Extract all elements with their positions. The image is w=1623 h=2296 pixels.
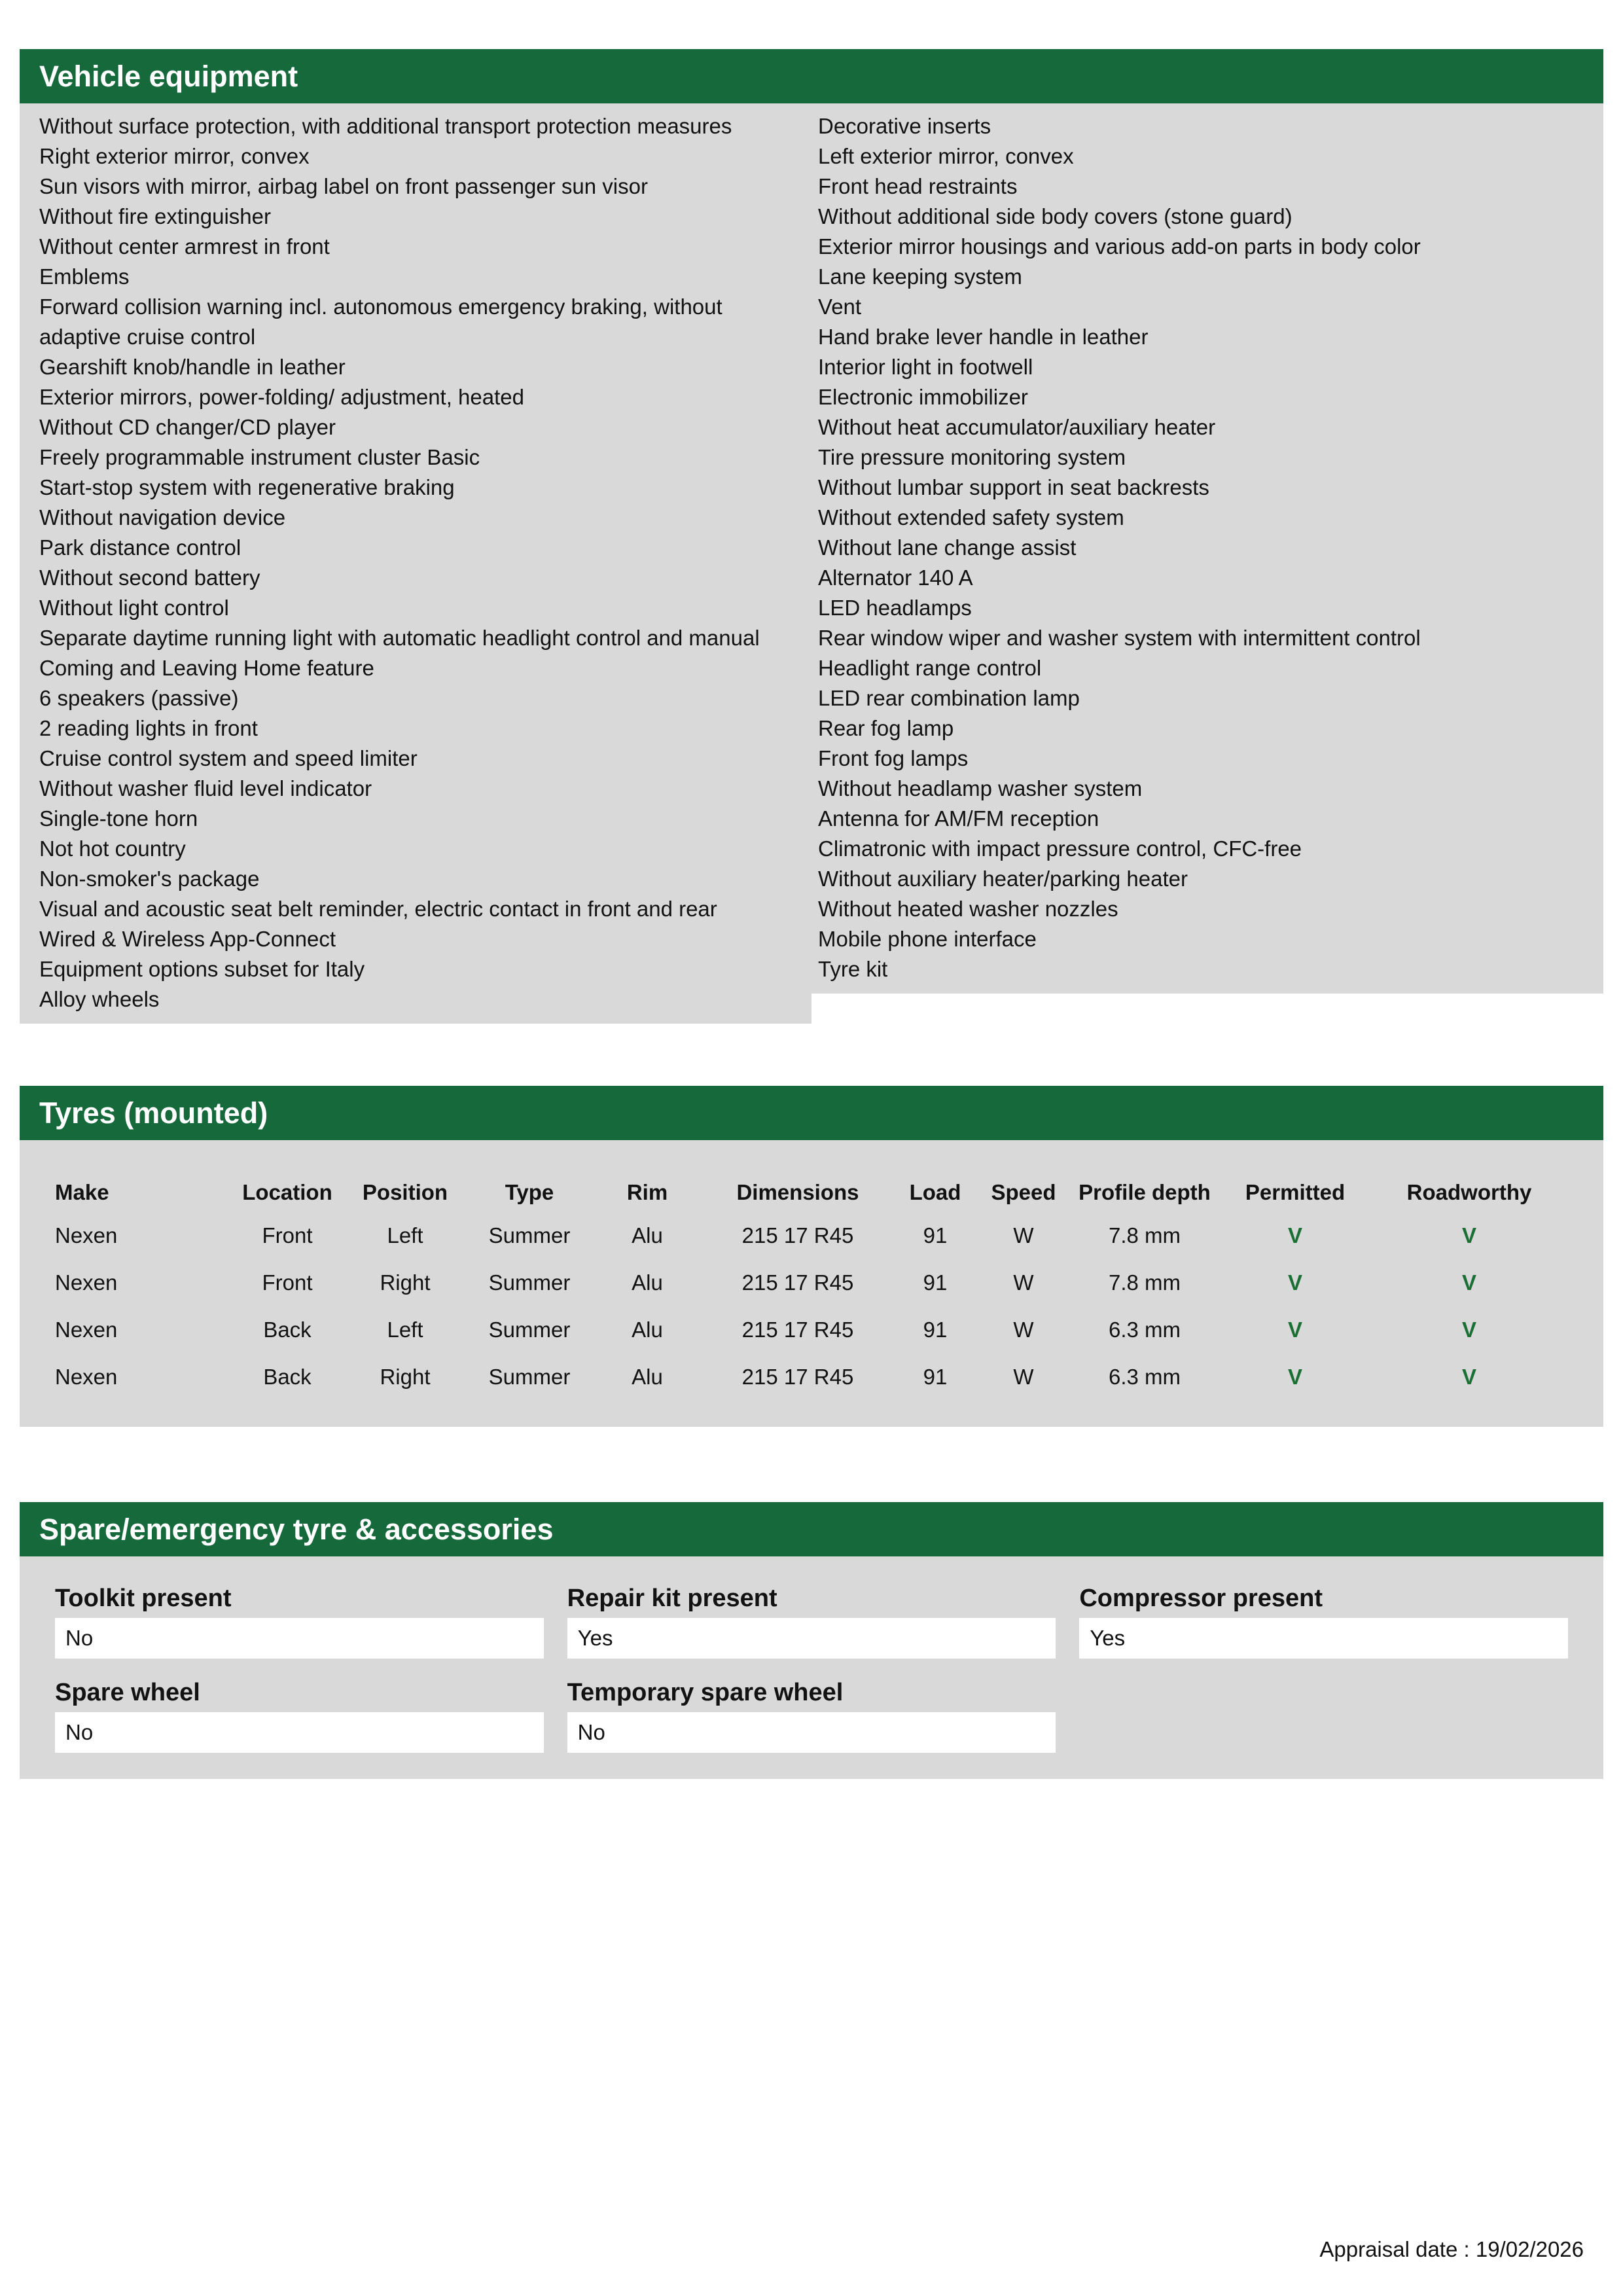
tyre-cell-load: 91 [923,1223,948,1247]
spare-wheel-label: Spare wheel [55,1679,200,1706]
tyres-table-body [55,1212,1568,1401]
equipment-item: Exterior mirrors, power-folding/ adjustment, heated [39,385,524,409]
tyre-row [55,1306,1568,1354]
tyre-cell-rim: Alu [632,1318,663,1342]
temporary-spare-wheel-label: Temporary spare wheel [567,1679,844,1706]
tyre-cell-profile-depth: 6.3 mm [1108,1318,1181,1342]
equipment-item: Without heat accumulator/auxiliary heater [818,415,1216,439]
equipment-item: Alternator 140 A [818,565,973,590]
tyre-row [55,1212,1568,1259]
tyre-cell-location: Front [262,1270,313,1295]
tyre-cell-location: Back [263,1318,312,1342]
vehicle-equipment-body [20,103,1603,1024]
equipment-item: Park distance control [39,535,241,560]
equipment-item: Equipment options subset for Italy [39,957,365,981]
tyre-row [55,1354,1568,1401]
spare-field-repair-kit [567,1584,1056,1659]
equipment-item: Decorative inserts [818,114,991,138]
equipment-item: Without second battery [39,565,260,590]
tyre-cell-dimensions: 215 17 R45 [741,1270,854,1295]
tyre-cell-rim: Alu [632,1223,663,1247]
equipment-item: Visual and acoustic seat belt reminder, electric contact in front and rear [39,897,717,921]
spare-body [20,1556,1603,1779]
equipment-item: Emblems [39,264,130,289]
vehicle-equipment-title: Vehicle equipment [39,60,298,93]
tyre-cell-permitted: V [1287,1223,1302,1247]
equipment-item: Without washer fluid level indicator [39,776,372,800]
tyre-cell-speed: W [1013,1365,1034,1389]
equipment-right-column [812,103,1603,994]
vehicle-equipment-section [20,49,1603,1024]
equipment-item: Right exterior mirror, convex [39,144,310,168]
tyre-cell-permitted: V [1287,1365,1302,1389]
tyre-cell-rim: Alu [632,1270,663,1295]
equipment-item: Electronic immobilizer [818,385,1028,409]
tyre-cell-rim: Alu [632,1365,663,1389]
equipment-item: Exterior mirror housings and various add-on parts in body color [818,234,1421,259]
appraisal-date: Appraisal date : 19/02/2026 [1319,2237,1584,2261]
col-header-permitted: Permitted [1245,1180,1346,1204]
tyre-cell-position: Left [387,1318,423,1342]
equipment-item: 2 reading lights in front [39,716,258,740]
col-header-location: Location [242,1180,332,1204]
tyre-cell-profile-depth: 7.8 mm [1108,1270,1181,1295]
tyres-title: Tyres (mounted) [39,1096,268,1130]
spare-field-toolkit [55,1584,544,1659]
spare-field-spare-wheel [55,1678,544,1753]
tyre-cell-type: Summer [488,1318,571,1342]
tyre-cell-make: Nexen [55,1270,118,1295]
toolkit-present-value: No [55,1618,544,1659]
equipment-item: Antenna for AM/FM reception [818,806,1099,831]
tyres-body [20,1140,1603,1427]
tyre-cell-permitted: V [1287,1270,1302,1295]
tyre-cell-make: Nexen [55,1365,118,1389]
equipment-item: Without light control [39,596,229,620]
tyres-header [20,1086,1603,1140]
equipment-item: Front fog lamps [818,746,969,770]
spare-title: Spare/emergency tyre & accessories [39,1513,554,1546]
tyre-cell-load: 91 [923,1270,948,1295]
tyre-cell-location: Front [262,1223,313,1247]
equipment-item: Wired & Wireless App-Connect [39,927,336,951]
equipment-item: Front head restraints [818,174,1018,198]
tyre-cell-profile-depth: 6.3 mm [1108,1365,1181,1389]
equipment-item: Gearshift knob/handle in leather [39,355,346,379]
equipment-item: Without lumbar support in seat backrests [818,475,1209,499]
equipment-item: Climatronic with impact pressure control, CFC-free [818,836,1302,861]
col-header-make: Make [55,1180,109,1204]
compressor-present-value: Yes [1079,1618,1568,1659]
tyre-cell-position: Right [380,1365,431,1389]
equipment-item: Interior light in footwell [818,355,1033,379]
tyre-cell-permitted: V [1287,1318,1302,1342]
tyre-cell-profile-depth: 7.8 mm [1108,1223,1181,1247]
equipment-item: Vent [818,295,862,319]
col-header-load: Load [909,1180,961,1204]
col-header-position: Position [362,1180,448,1204]
equipment-item: Cruise control system and speed limiter [39,746,418,770]
tyres-table [55,1173,1568,1401]
equipment-item: Non-smoker's package [39,867,260,891]
col-header-type: Type [505,1180,554,1204]
tyre-cell-type: Summer [488,1223,571,1247]
equipment-item: Start-stop system with regenerative braking [39,475,455,499]
equipment-item: Forward collision warning incl. autonomous emergency braking, without adaptive cruise control [39,295,722,349]
col-header-dimensions: Dimensions [736,1180,859,1204]
equipment-item: Without auxiliary heater/parking heater [818,867,1188,891]
tyre-cell-speed: W [1013,1270,1034,1295]
tyre-cell-dimensions: 215 17 R45 [741,1365,854,1389]
equipment-item: Without lane change assist [818,535,1077,560]
equipment-item: Rear window wiper and washer system with intermittent control [818,626,1421,650]
equipment-item: Coming and Leaving Home feature [39,656,374,680]
equipment-item: Lane keeping system [818,264,1022,289]
tyre-cell-speed: W [1013,1223,1034,1247]
spare-header [20,1502,1603,1556]
equipment-item: Without navigation device [39,505,286,529]
tyre-cell-dimensions: 215 17 R45 [741,1223,854,1247]
spare-field-compressor [1079,1584,1568,1659]
equipment-item: Without surface protection, with additional transport protection measures [39,114,732,138]
col-header-rim: Rim [626,1180,668,1204]
tyre-cell-type: Summer [488,1270,571,1295]
tyre-cell-position: Right [380,1270,431,1295]
tyre-cell-dimensions: 215 17 R45 [741,1318,854,1342]
equipment-item: Without headlamp washer system [818,776,1143,800]
equipment-item: Single-tone horn [39,806,198,831]
spare-wheel-value: No [55,1712,544,1753]
tyre-cell-location: Back [263,1365,312,1389]
repair-kit-present-value: Yes [567,1618,1056,1659]
equipment-item: Sun visors with mirror, airbag label on front passenger sun visor [39,174,648,198]
compressor-present-label: Compressor present [1079,1585,1323,1612]
tyre-cell-roadworthy: V [1461,1223,1476,1247]
tyres-header-row [55,1173,1568,1212]
equipment-item: Without heated washer nozzles [818,897,1118,921]
vehicle-equipment-header [20,49,1603,103]
equipment-item: Without fire extinguisher [39,204,271,228]
equipment-item: Rear fog lamp [818,716,954,740]
equipment-item: Left exterior mirror, convex [818,144,1074,168]
spare-field-temporary-spare-wheel [567,1678,1056,1753]
equipment-item: Headlight range control [818,656,1042,680]
equipment-item: Tire pressure monitoring system [818,445,1126,469]
equipment-left-column [20,103,812,1024]
tyre-row [55,1259,1568,1306]
tyre-cell-load: 91 [923,1318,948,1342]
equipment-item: LED headlamps [818,596,972,620]
tyre-cell-make: Nexen [55,1223,118,1247]
tyre-cell-speed: W [1013,1318,1034,1342]
col-header-roadworthy: Roadworthy [1406,1180,1532,1204]
equipment-item: Without extended safety system [818,505,1124,529]
equipment-item: Not hot country [39,836,186,861]
temporary-spare-wheel-value: No [567,1712,1056,1753]
equipment-item: 6 speakers (passive) [39,686,239,710]
tyre-cell-roadworthy: V [1461,1365,1476,1389]
tyre-cell-type: Summer [488,1365,571,1389]
equipment-item: Separate daytime running light with automatic headlight control and manual [39,626,760,650]
col-header-profile-depth: Profile depth [1079,1180,1211,1204]
repair-kit-present-label: Repair kit present [567,1585,777,1612]
equipment-item: Mobile phone interface [818,927,1037,951]
tyres-section [20,1086,1603,1427]
tyre-cell-load: 91 [923,1365,948,1389]
spare-section [20,1502,1603,1779]
tyre-cell-roadworthy: V [1461,1270,1476,1295]
col-header-speed: Speed [991,1180,1056,1204]
tyre-cell-position: Left [387,1223,423,1247]
equipment-item: Without center armrest in front [39,234,330,259]
equipment-item: Freely programmable instrument cluster Basic [39,445,480,469]
equipment-item: Without additional side body covers (stone guard) [818,204,1293,228]
equipment-item: Hand brake lever handle in leather [818,325,1149,349]
equipment-item: LED rear combination lamp [818,686,1080,710]
equipment-item: Alloy wheels [39,987,160,1011]
equipment-item: Without CD changer/CD player [39,415,336,439]
tyre-cell-roadworthy: V [1461,1318,1476,1342]
toolkit-present-label: Toolkit present [55,1585,232,1612]
equipment-item: Tyre kit [818,957,888,981]
tyre-cell-make: Nexen [55,1318,118,1342]
